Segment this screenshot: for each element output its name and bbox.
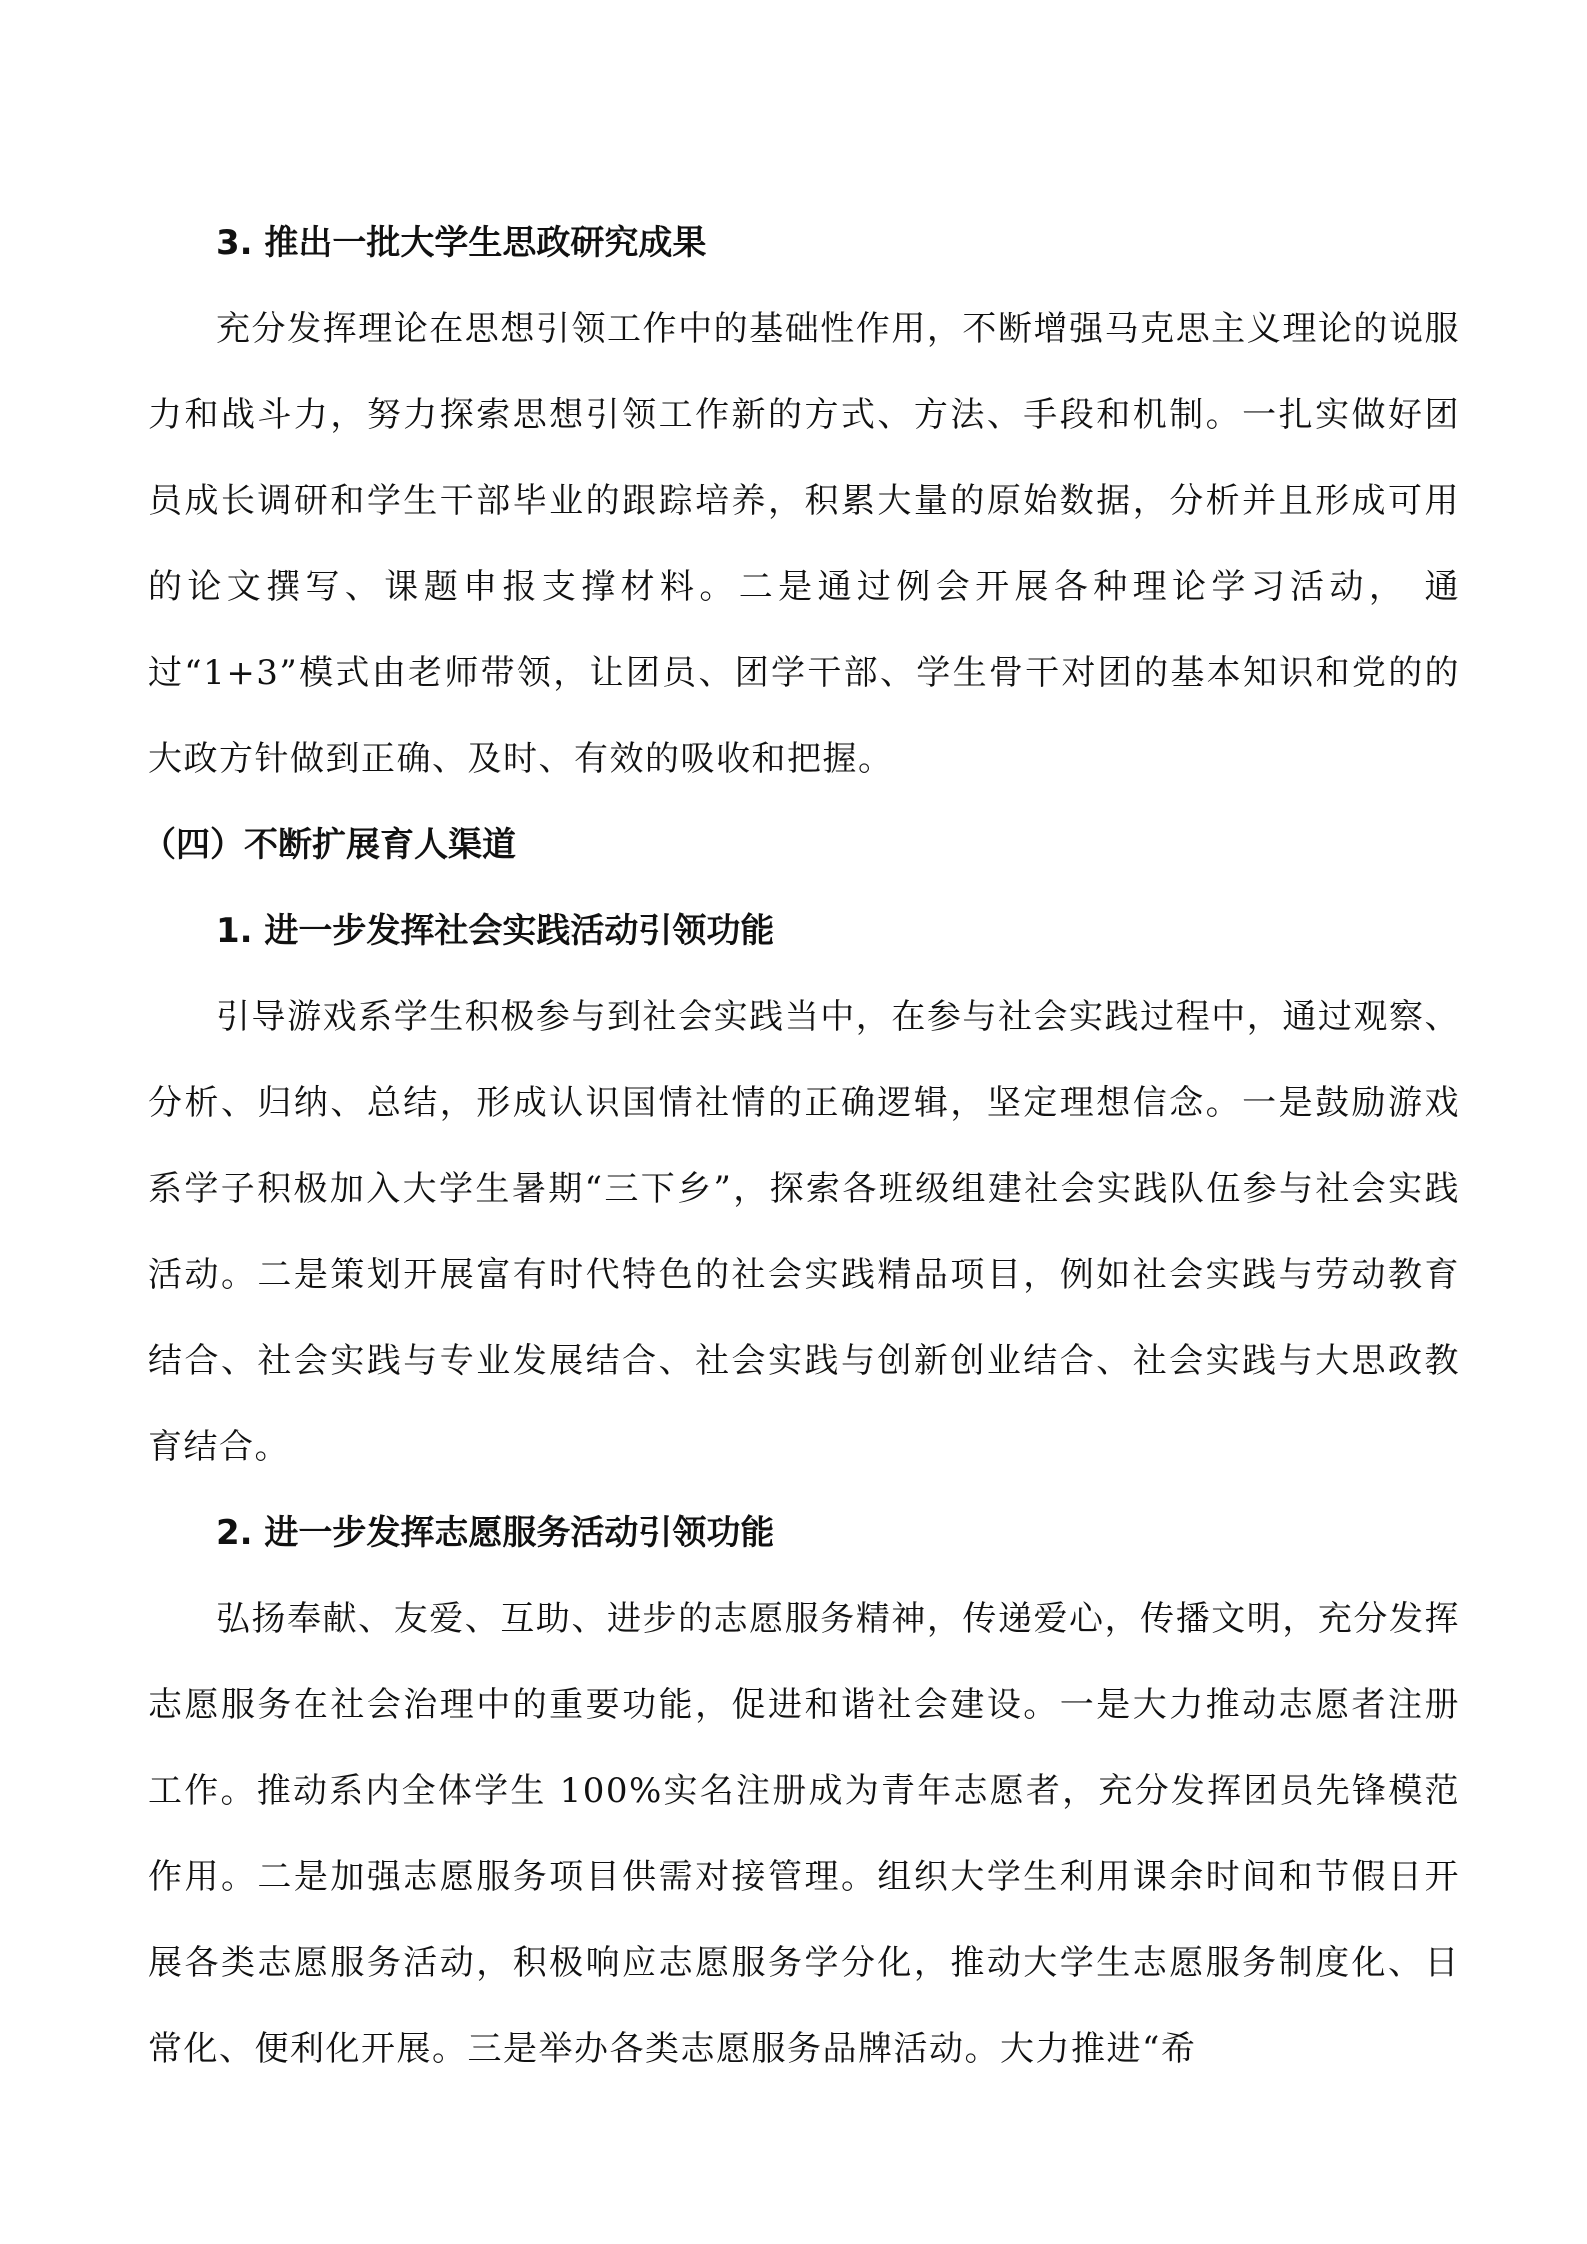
heading-research-results: 3. 推出一批大学生思政研究成果 [216,223,707,263]
paragraph-social-practice: 引导游戏系学生积极参与到社会实践当中，在参与社会实践过程中，通过观察、分析、归纳、总结，形成认识国情社情的正确逻辑，坚定理想信念。一是鼓励游戏系学子积极加入大学生暑期“三下乡”，探索各班级组建社会实践队伍参与社会实践活动。二是策划开展富有时代特色的社会实践精品项目，例如社会实践与劳动教育结合、社会实践与专业发展结合、社会实践与创新创业结合、社会实践与大思政教育结合。 [148,997,1460,1467]
document-body [142,200,1460,2092]
section-heading-expand-channels: （四）不断扩展育人渠道 [142,825,516,865]
heading-social-practice: 1. 进一步发挥社会实践活动引领功能 [216,911,775,951]
paragraph-theory-role: 充分发挥理论在思想引领工作中的基础性作用，不断增强马克思主义理论的说服力和战斗力，努力探索思想引领工作新的方式、方法、手段和机制。一扎实做好团员成长调研和学生干部毕业的跟踪培养，积累大量的原始数据，分析并且形成可用的论文撰写、课题申报支撑材料。二是通过例会开展各种理论学习活动， 通过“1+3”模式由老师带领，让团员、团学干部、学生骨干对团的基本知识和党的的大政方针做到正确、及时、有效的吸收和把握。 [148,309,1460,779]
paragraph-volunteer-service: 弘扬奉献、友爱、互助、进步的志愿服务精神，传递爱心，传播文明，充分发挥志愿服务在社会治理中的重要功能，促进和谐社会建设。一是大力推动志愿者注册工作。推动系内全体学生 100%实名注册成为青年志愿者，充分发挥团员先锋模范作用。二是加强志愿服务项目供需对接管理。组织大学生利用课余时间和节假日开展各类志愿服务活动，积极响应志愿服务学分化，推动大学生志愿服务制度化、日常化、便利化开展。三是举办各类志愿服务品牌活动。大力推进“希 [148,1599,1460,2069]
heading-volunteer-service: 2. 进一步发挥志愿服务活动引领功能 [216,1513,775,1553]
